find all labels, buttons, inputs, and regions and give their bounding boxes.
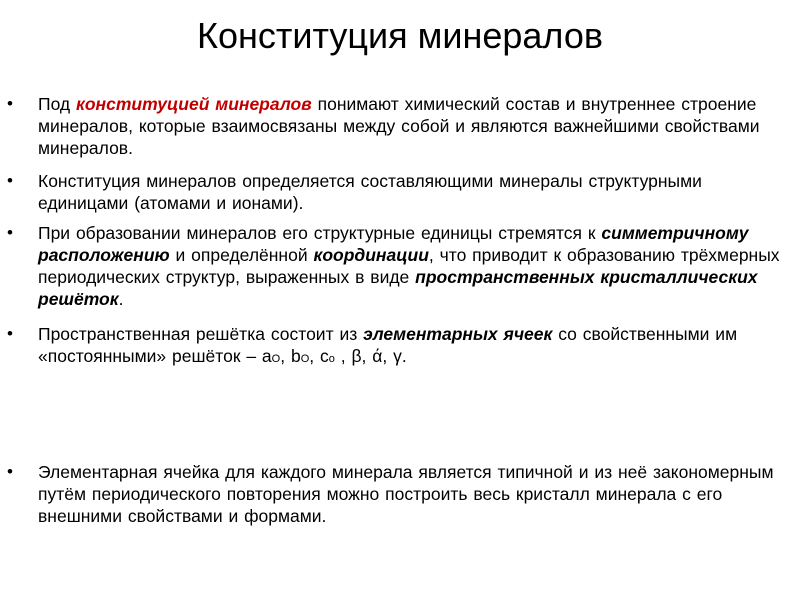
bullet-3-emphasis-2: координации — [313, 245, 429, 265]
bullet-text-1 — [38, 93, 788, 159]
bullet-marker: • — [7, 223, 13, 242]
bullet-3-t1: При образовании минералов его структурные единицы стремятся к — [38, 223, 602, 243]
bullet-1-emphasis: конституцией минералов — [76, 94, 312, 114]
bullet-4-emphasis: элементарных ячеек — [363, 324, 553, 344]
lattice-subscript-b: O — [300, 353, 310, 365]
bullet-4-t3: , b — [280, 346, 301, 366]
bullet-text-3 — [38, 222, 788, 310]
bullet-4-t2: со свойственными им «постоянными» решёток – a — [38, 324, 738, 366]
bullet-marker: • — [7, 94, 13, 113]
bullet-marker: • — [7, 171, 13, 190]
bullet-1-pre: Под — [38, 94, 76, 114]
bullet-marker: • — [7, 324, 13, 343]
lattice-subscript-a: O — [271, 353, 281, 365]
bullet-3-t4: . — [118, 289, 124, 309]
bullet-text-5: Элементарная ячейка для каждого минерала является типичной и из неё закономерным путём периодического повторения можно построить весь кристалл минерала с его внешними свойствами и формами. — [38, 462, 774, 526]
bullet-text-2: Конституция минералов определяется составляющими минералы структурными единицами (атомами и ионами). — [38, 171, 702, 213]
bullet-1-post: понимают химический состав и внутреннее строение минералов, которые взаимосвязаны между собой и являются важнейшими свойствами минералов. — [38, 94, 760, 158]
bullet-3-emphasis-3: пространственных кристаллических решёток — [38, 267, 758, 309]
bullet-3-t3: , что приводит к образованию трёхмерных периодических структур, выраженных в виде — [38, 245, 780, 287]
bullet-3-t2: и определённой — [169, 245, 314, 265]
bullet-4-t1: Пространственная решётка состоит из — [38, 324, 364, 344]
bullet-marker: • — [7, 462, 13, 481]
lattice-subscript-c: o — [328, 353, 335, 365]
bullet-3-emphasis-1: симметричному расположению — [38, 223, 749, 265]
bullet-text-4 — [38, 323, 788, 370]
bullet-4-t5: , β, ά, γ. — [334, 346, 407, 366]
bullet-4-t4: , c — [309, 346, 329, 366]
slide-title: Конституция минералов — [197, 15, 603, 56]
